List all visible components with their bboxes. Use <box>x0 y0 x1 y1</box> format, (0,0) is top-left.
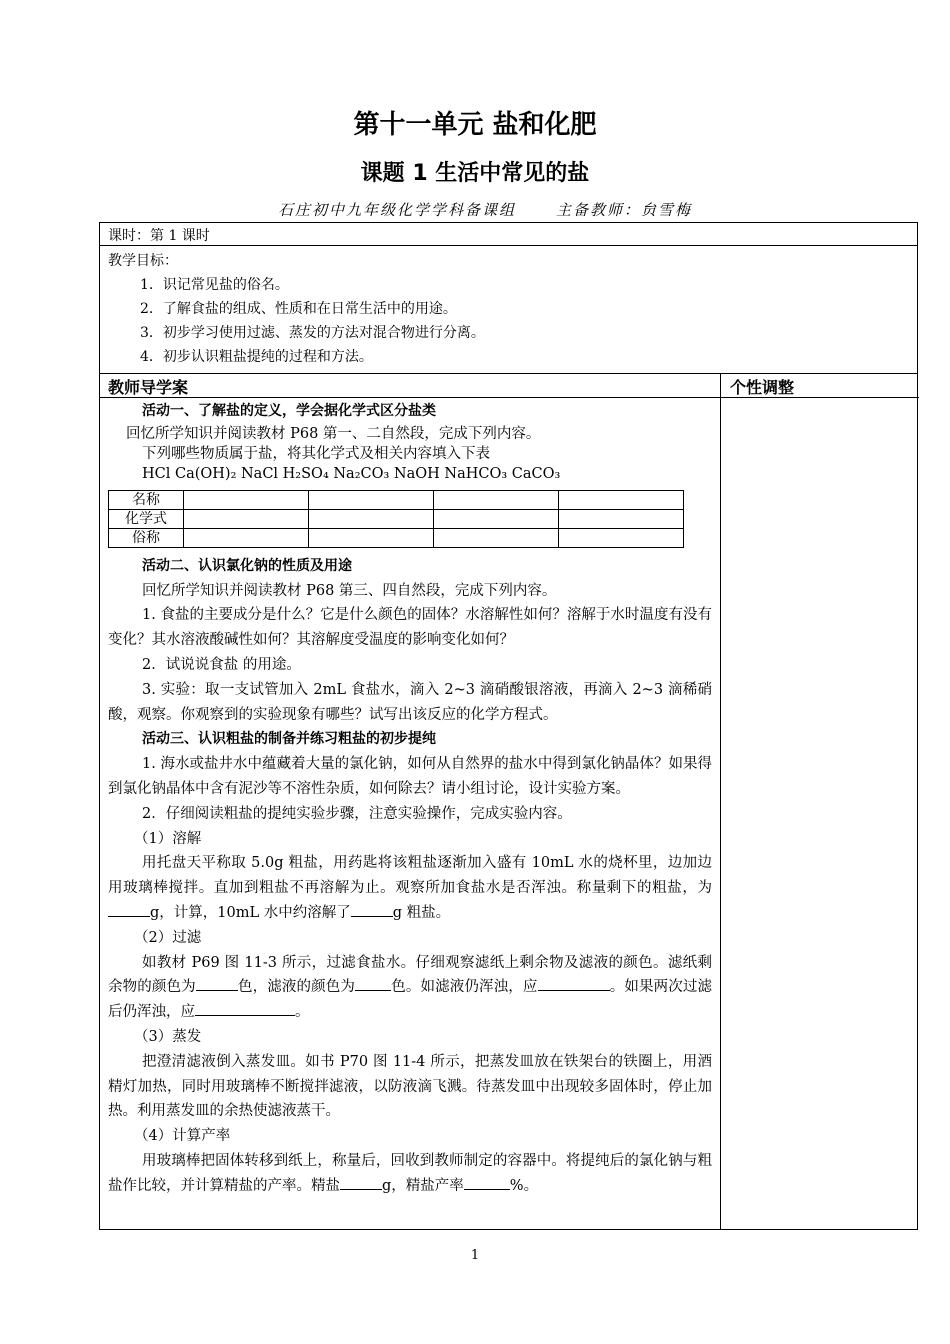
divider <box>100 245 917 246</box>
step1-text-b: g，计算，10mL 水中约溶解了 <box>150 904 351 921</box>
activity3-title: 活动三、认识粗盐的制备并练习粗盐的初步提纯 <box>142 731 436 748</box>
table-cell[interactable] <box>309 509 434 528</box>
row-label: 名称 <box>109 490 184 509</box>
activity2-q1: 1. 食盐的主要成分是什么？它是什么颜色的固体？水溶解性如何？溶解于水时温度有没有变化？其水溶液酸碱性如何？其溶解度受温度的影响变化如何？ <box>108 607 712 649</box>
answer-blank[interactable] <box>538 990 610 991</box>
divider <box>100 397 919 398</box>
step3-title: （3）蒸发 <box>134 1028 202 1045</box>
goals-label: 教学目标： <box>108 253 178 269</box>
step4-text-a: 用玻璃棒把固体转移到纸上，称量后，回收到教师制定的容器中。将提纯后的氯化钠与粗盐作比较，并计算精盐的产率。精盐 <box>108 1152 712 1194</box>
step2-text-e: 。 <box>295 1004 310 1021</box>
table-row <box>109 509 684 528</box>
step3-text: 把澄清滤液倒入蒸发皿。如书 P70 图 11-4 所示，把蒸发皿放在铁架台的铁圈上，用酒精灯加热，同时用玻璃棒不断搅拌滤液，以防液滴飞溅。待蒸发皿中出现较多固体时，停止加热。利用蒸发皿的余热使滤液蒸干。 <box>108 1053 712 1120</box>
teaching-goals <box>108 249 485 369</box>
activity3-q2: 2．仔细阅读粗盐的提纯实验步骤，注意实验操作，完成实验内容。 <box>142 805 572 822</box>
step2-text <box>108 951 712 1025</box>
goal-item: 2．了解食盐的组成、性质和在日常生活中的用途。 <box>140 301 457 317</box>
table-cell[interactable] <box>559 528 684 547</box>
subtitle <box>0 199 950 220</box>
salt-table <box>108 490 684 548</box>
step1-title: （1）溶解 <box>134 830 202 847</box>
table-cell[interactable] <box>434 528 559 547</box>
activity1-line1: 回忆所学知识并阅读教材 P68 第一、二自然段，完成下列内容。 <box>126 425 541 442</box>
answer-blank[interactable] <box>464 1189 510 1190</box>
goal-item: 3．初步学习使用过滤、蒸发的方法对混合物进行分离。 <box>140 325 485 341</box>
unit-title: 第十一单元 盐和化肥 <box>353 110 597 140</box>
table-cell[interactable] <box>559 490 684 509</box>
table-cell[interactable] <box>309 490 434 509</box>
goal-item: 1．识记常见盐的俗名。 <box>140 277 289 293</box>
guide-content <box>108 399 712 1199</box>
activity1-formulas: HCl Ca(OH)₂ NaCl H₂SO₄ Na₂CO₃ NaOH NaHCO₃ CaCO₃ <box>142 465 561 482</box>
activity2-q2: 2．试说说食盐 的用途。 <box>142 656 301 673</box>
step4-text-b: g，精盐产率 <box>382 1177 464 1194</box>
lesson-plan-table <box>99 222 918 1230</box>
activity2-title: 活动二、认识氯化钠的性质及用途 <box>142 557 352 574</box>
answer-blank[interactable] <box>195 1015 295 1016</box>
activity2-intro: 回忆所学知识并阅读教材 P68 第三、四自然段，完成下列内容。 <box>142 582 557 599</box>
answer-blank[interactable] <box>196 990 238 991</box>
step2-text-a: 如教材 P69 图 11-3 所示，过滤食盐水。仔细观察滤纸上剩余物及滤液的颜色。滤纸剩余物的颜色为 <box>108 954 712 996</box>
step4-title: （4）计算产率 <box>134 1128 231 1145</box>
activity3-q1: 1. 海水或盐井水中蕴藏着大量的氯化钠，如何从自然界的盐水中得到氯化钠晶体？如果得到氯化钠晶体中含有泥沙等不溶性杂质，如何除去？请小组讨论，设计实验方案。 <box>108 756 712 797</box>
activity1-title: 活动一、了解盐的定义，学会据化学式区分盐类 <box>142 403 436 419</box>
header-adjust: 个性调整 <box>730 378 795 397</box>
header-guide: 教师导学案 <box>108 378 189 397</box>
activity2-q3: 3. 实验：取一支试管加入 2mL 食盐水，滴入 2~3 滴硝酸银溶液，再滴入 2~3 滴稀硝酸，观察。你观察到的实验现象有哪些？试写出该反应的化学方程式。 <box>108 681 712 723</box>
column-divider <box>720 373 721 1229</box>
step2-text-d: 。如果两次过滤后仍浑浊，应 <box>108 979 713 1021</box>
period-text: 课时：第 1 课时 <box>108 228 210 244</box>
step2-text-c: 色。如滤液仍浑浊，应 <box>391 979 538 996</box>
row-label: 俗称 <box>109 528 184 547</box>
step1-text-a: 用托盘天平称取 5.0g 粗盐，用药匙将该粗盐逐渐加入盛有 10mL 水的烧杯里，边加边用玻璃棒搅拌。直加到粗盐不再溶解为止。观察所加食盐水是否浑浊。称量剩下的粗盐，为 <box>108 855 712 897</box>
subtitle-group: 石庄初中九年级化学学科备课组 <box>277 201 516 219</box>
divider <box>100 373 917 374</box>
lesson-title: 课题 1 生活中常见的盐 <box>360 161 590 186</box>
step4-text <box>108 1149 712 1199</box>
step4-text-c: %。 <box>509 1177 539 1194</box>
table-cell[interactable] <box>559 509 684 528</box>
row-label: 化学式 <box>109 509 184 528</box>
step1-text-c: g 粗盐。 <box>392 904 451 921</box>
table-cell[interactable] <box>309 528 434 547</box>
page-number: 1 <box>470 1248 480 1263</box>
activity1-line2: 下列哪些物质属于盐，将其化学式及相关内容填入下表 <box>142 445 490 462</box>
answer-blank[interactable] <box>355 990 391 991</box>
table-cell[interactable] <box>434 490 559 509</box>
answer-blank[interactable] <box>108 916 150 917</box>
table-cell[interactable] <box>434 509 559 528</box>
answer-blank[interactable] <box>340 1189 382 1190</box>
answer-blank[interactable] <box>351 916 393 917</box>
table-cell[interactable] <box>184 490 309 509</box>
table-cell[interactable] <box>184 528 309 547</box>
table-row <box>109 528 684 547</box>
step1-text <box>108 851 712 925</box>
step2-title: （2）过滤 <box>134 929 202 946</box>
goal-item: 4．初步认识粗盐提纯的过程和方法。 <box>140 349 373 365</box>
table-cell[interactable] <box>184 509 309 528</box>
subtitle-teacher: 主备教师：贠雪梅 <box>556 201 693 219</box>
step2-text-b: 色，滤液的颜色为 <box>237 979 356 996</box>
table-row <box>109 490 684 509</box>
